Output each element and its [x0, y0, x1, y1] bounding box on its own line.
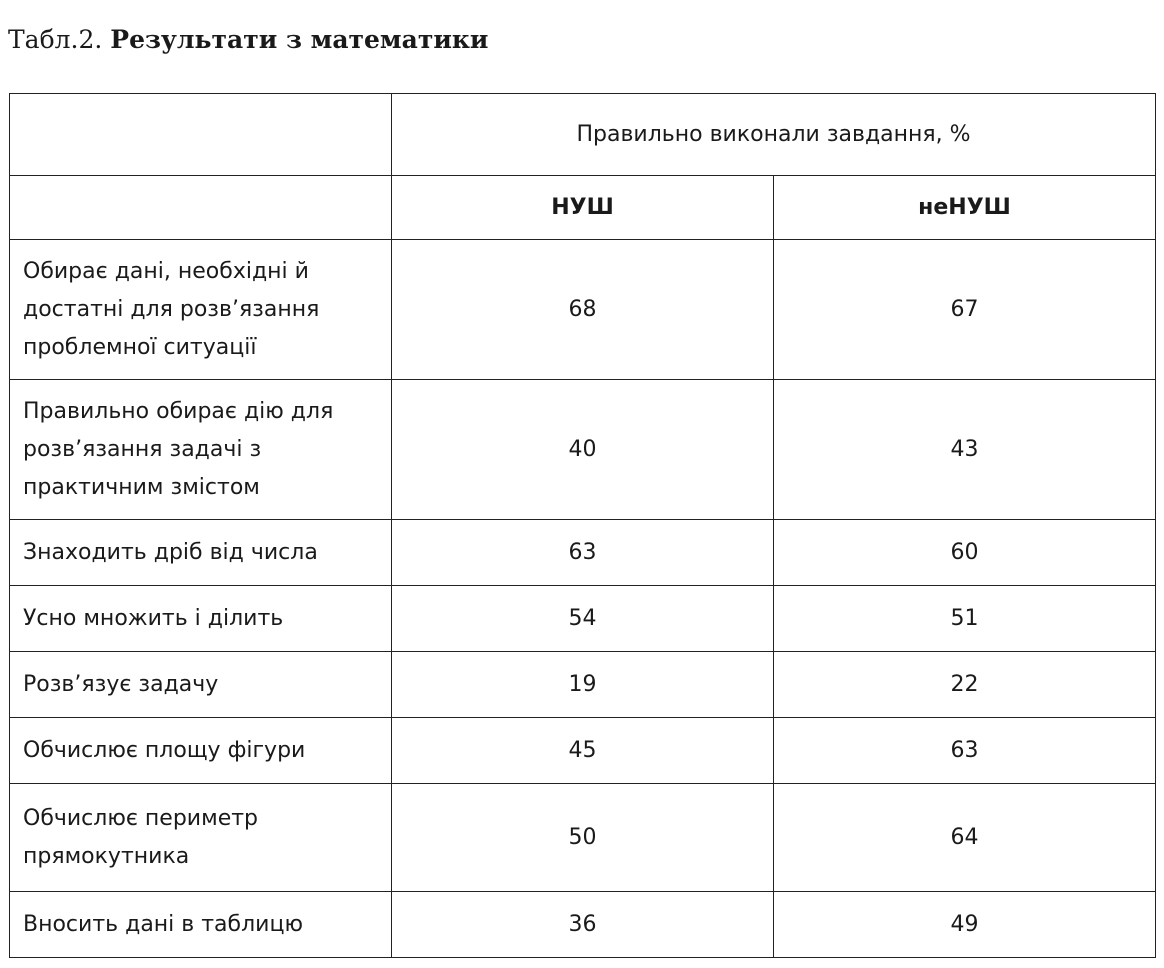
cell-nenush: 60 — [774, 520, 1156, 586]
row-label: Вносить дані в таблицю — [10, 892, 392, 958]
row-label: Розв’язує задачу — [10, 652, 392, 718]
table-caption — [8, 20, 488, 60]
table-row — [10, 652, 1156, 718]
cell-nenush: 63 — [774, 718, 1156, 784]
empty-subheader-cell — [10, 176, 392, 240]
row-label: Обчислює площу фігури — [10, 718, 392, 784]
empty-corner-cell — [10, 94, 392, 176]
table-row — [10, 520, 1156, 586]
cell-nenush: 49 — [774, 892, 1156, 958]
row-label: Усно множить і ділить — [10, 586, 392, 652]
row-label: Правильно обирає дію для розв’язання задачі з практичним змістом — [10, 380, 392, 520]
column-header-nush: НУШ — [392, 176, 774, 240]
column-header-nenush: неНУШ — [774, 176, 1156, 240]
cell-nush: 68 — [392, 240, 774, 380]
cell-nenush: 43 — [774, 380, 1156, 520]
row-label: Знаходить дріб від числа — [10, 520, 392, 586]
group-header-cell: Правильно виконали завдання, % — [392, 94, 1156, 176]
row-label: Обчислює периметр прямокутника — [10, 784, 392, 892]
table-subheader-row — [10, 176, 1156, 240]
cell-nush: 54 — [392, 586, 774, 652]
table-row — [10, 380, 1156, 520]
cell-nenush: 22 — [774, 652, 1156, 718]
cell-nenush: 64 — [774, 784, 1156, 892]
cell-nush: 45 — [392, 718, 774, 784]
caption-prefix: Табл.2. — [8, 25, 111, 54]
table-row — [10, 240, 1156, 380]
cell-nush: 50 — [392, 784, 774, 892]
table-header-row — [10, 94, 1156, 176]
table-row — [10, 784, 1156, 892]
table-row — [10, 586, 1156, 652]
cell-nush: 40 — [392, 380, 774, 520]
cell-nush: 19 — [392, 652, 774, 718]
row-label: Обирає дані, необхідні й достатні для розв’язання проблемної ситуації — [10, 240, 392, 380]
table-row — [10, 718, 1156, 784]
cell-nush: 36 — [392, 892, 774, 958]
cell-nush: 63 — [392, 520, 774, 586]
results-table — [9, 93, 1156, 958]
table-row — [10, 892, 1156, 958]
cell-nenush: 51 — [774, 586, 1156, 652]
cell-nenush: 67 — [774, 240, 1156, 380]
caption-title: Результати з математики — [110, 25, 489, 54]
